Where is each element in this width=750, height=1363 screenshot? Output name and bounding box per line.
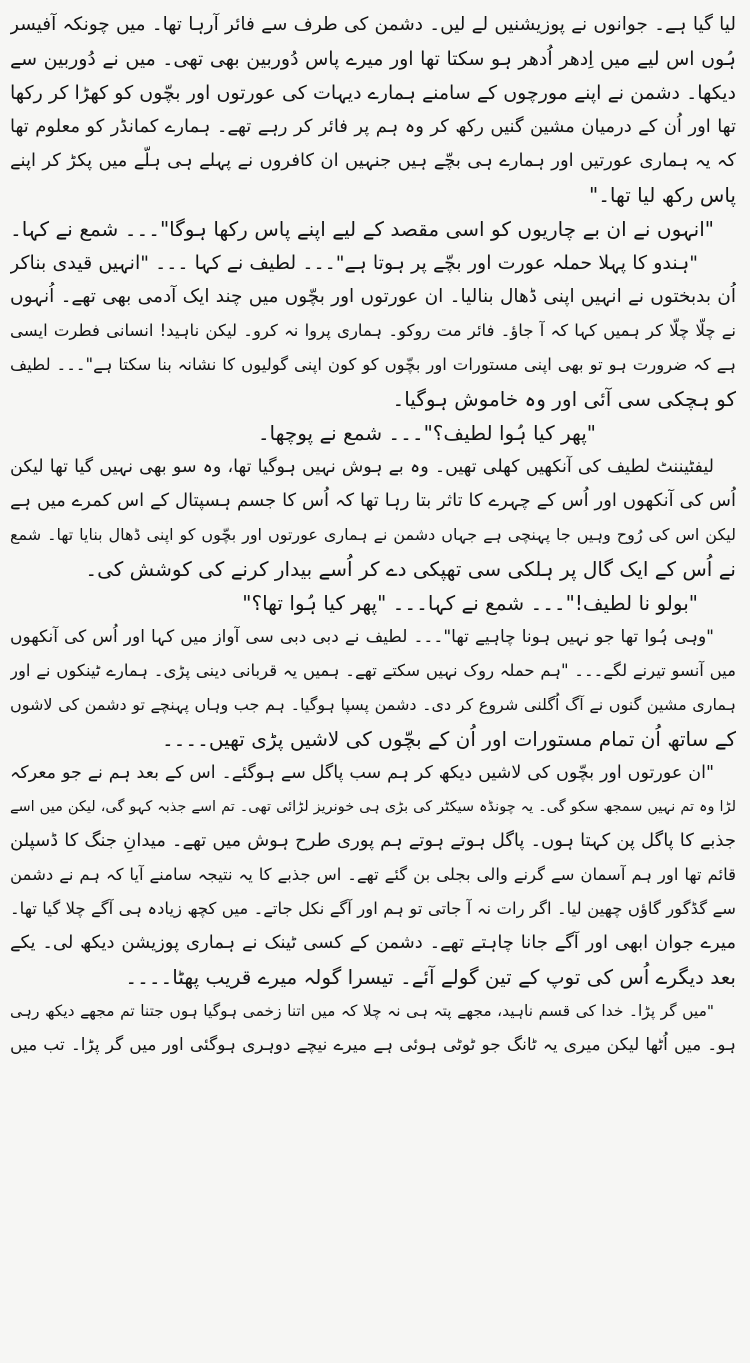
text-line: کو ہچکی سی آئی اور وہ خاموش ہوگیا۔ [392,387,736,411]
text-line: لیفٹیننٹ لطیف کی آنکھیں کھلی تھیں۔ وہ بے ہوش نہیں ہوگیا تھا، وہ سو بھی نہیں گیا تھا لیکن [10,457,714,477]
text-line: اُن بدبختوں نے انہیں اپنی ڈھال بنالیا۔ ان عورتوں اور بچّوں میں چند ایک آدمی بھی تھے۔ اُنہوں [10,286,736,307]
text-line: کہ یہ ہماری عورتیں اور ہمارے ہی بچّے ہیں جنہیں ان کافروں نے پہلے ہی ہلّے میں پکڑ کر اپنے [10,150,736,171]
text-line: لڑا وہ تم نہیں سمجھ سکو گی۔ یہ چونڈہ سیکٹر کی بڑی ہی خونریز لڑائی تھی۔ تم اسے جذبہ کہو گی، لیکن میں اسے [10,799,736,815]
text-line: پاس رکھ لیا تھا۔" [589,183,736,207]
text-line: میں آنسو تیرنے لگے۔۔۔ "ہم حملہ روک نہیں سکتے تھے۔ ہمیں یہ قربانی دینی پڑی۔ ہمارے ٹینکوں نے اور [10,661,736,680]
text-line: ہُوں اس لیے میں اِدھر اُدھر ہو سکتا تھا اور میرے پاس دُوربین بھی تھی۔ میں نے دُوربین سے [10,48,736,70]
text-line: اُس کی آنکھوں اور اُس کے چہرے کا تاثر بتا رہا تھا کہ اُس کا جسم ہسپتال کے اس کمرے میں ہے [10,490,736,511]
text-line: "میں گر پڑا۔ خدا کی قسم ناہید، مجھے پتہ ہی نہ چلا کہ میں اتنا زخمی ہوگیا ہوں جتنا تم مجھے دیکھ رہی [10,1002,714,1020]
text-line: تھا اور اُن کے درمیان مشین گنیں رکھ کر وہ ہم پر فائر کر رہے تھے۔ ہمارے کمانڈر کو معلوم تھا [10,116,736,137]
text-line: جذبے کا پاگل پن کہتا ہوں۔ پاگل ہوتے ہوتے ہم پوری طرح ہوش میں تھے۔ میدانِ جنگ کا ڈسپلن [10,830,736,851]
text-line: سے گڈگور گاؤں چھین لیا۔ اگر رات نہ آ جاتی تو ہم اور آگے نکل جاتے۔ میں کچھ زیادہ ہی آگے چلا گیا تھا۔ [10,899,736,918]
text-line: ہے کہ ضرورت ہو تو بھی اپنی مستورات اور بچّوں کو کون اپنی گولیوں کا نشانہ بنا سکتا ہے"۔۔۔ لطیف [10,355,736,374]
text-line: کے ساتھ اُن تمام مستورات اور اُن کے بچّوں کی لاشیں پڑی تھیں۔۔۔۔ [161,727,736,751]
text-line: نے چلّا چلّا کر ہمیں کہا کہ آ جاؤ۔ فائر مت روکو۔ ہماری پروا نہ کرو۔ لیکن ناہید! انسانی فطرت ایسی [10,321,736,340]
text-line: "ان عورتوں اور بچّوں کی لاشیں دیکھ کر ہم سب پاگل سے ہوگئے۔ اس کے بعد ہم نے جو معرکہ [10,763,714,783]
text-line: "وہی ہُوا تھا جو نہیں ہونا چاہیے تھا"۔۔۔ لطیف نے دبی دبی سی آواز میں کہا اور اُس کی آنکھوں [10,627,714,647]
text-line: "پھر کیا ہُوا لطیف؟"۔۔۔ شمع نے پوچھا۔ [257,421,596,445]
text-line: میرے جوان ابھی اور آگے جانا چاہتے تھے۔ دشمن کے کسی ٹینک نے ہماری پوزیشن دیکھ لی۔ یکے [10,932,736,953]
text-line: دیکھا۔ دشمن نے اپنے مورچوں کے سامنے ہمارے دیہات کی عورتوں اور بچّوں کو کھڑا کر رکھا [10,82,736,104]
text-line: بعد دیگرے اُس کی توپ کے تین گولے آئے۔ تیسرا گولہ میرے قریب پھٹا۔۔۔۔ [125,965,736,989]
text-line: ہماری مشین گنوں نے آگ اُگلنی شروع کر دی۔ دشمن پسپا ہوگیا۔ ہم جب وہاں پہنچے تو دشمن کی لاشوں [10,695,736,714]
text-line: "انہوں نے ان بے چاریوں کو اسی مقصد کے لیے اپنے پاس رکھا ہوگا"۔۔۔ شمع نے کہا۔ [10,217,714,241]
text-line: "ہندو کا پہلا حملہ عورت اور بچّے پر ہوتا ہے"۔۔۔ لطیف نے کہا ۔۔۔ "انہیں قیدی بناکر [10,252,698,274]
text-line: نے اُس کے ایک گال پر ہلکی سی تھپکی دے کر اُسے بیدار کرنے کی کوشش کی۔ [85,557,736,581]
text-line: لیکن اس کی رُوح وہیں جا پہنچی ہے جہاں دشمن نے ہماری عورتوں اور بچّوں کو اپنی ڈھال بنایا تھا۔ شمع [10,525,736,544]
text-line: لیا گیا ہے۔ جوانوں نے پوزیشنیں لے لیں۔ دشمن کی طرف سے فائر آرہا تھا۔ میں چونکہ آفیسر [10,14,736,35]
text-line: "بولو نا لطیف!"۔۔۔ شمع نے کہا۔۔۔ "پھر کیا ہُوا تھا؟" [242,591,698,615]
text-line: قائم تھا اور ہم آسمان سے گرنے والی بجلی بن گئے تھے۔ اس جذبے کا یہ نتیجہ سامنے آیا کہ ہم نے دشمن [10,865,736,884]
text-line: ہو۔ میں اُٹھا لیکن میری یہ ٹانگ جو ٹوٹی ہوئی ہے میرے نیچے دوہری ہوگئی اور میں گر پڑا۔ تب میں [10,1035,736,1055]
